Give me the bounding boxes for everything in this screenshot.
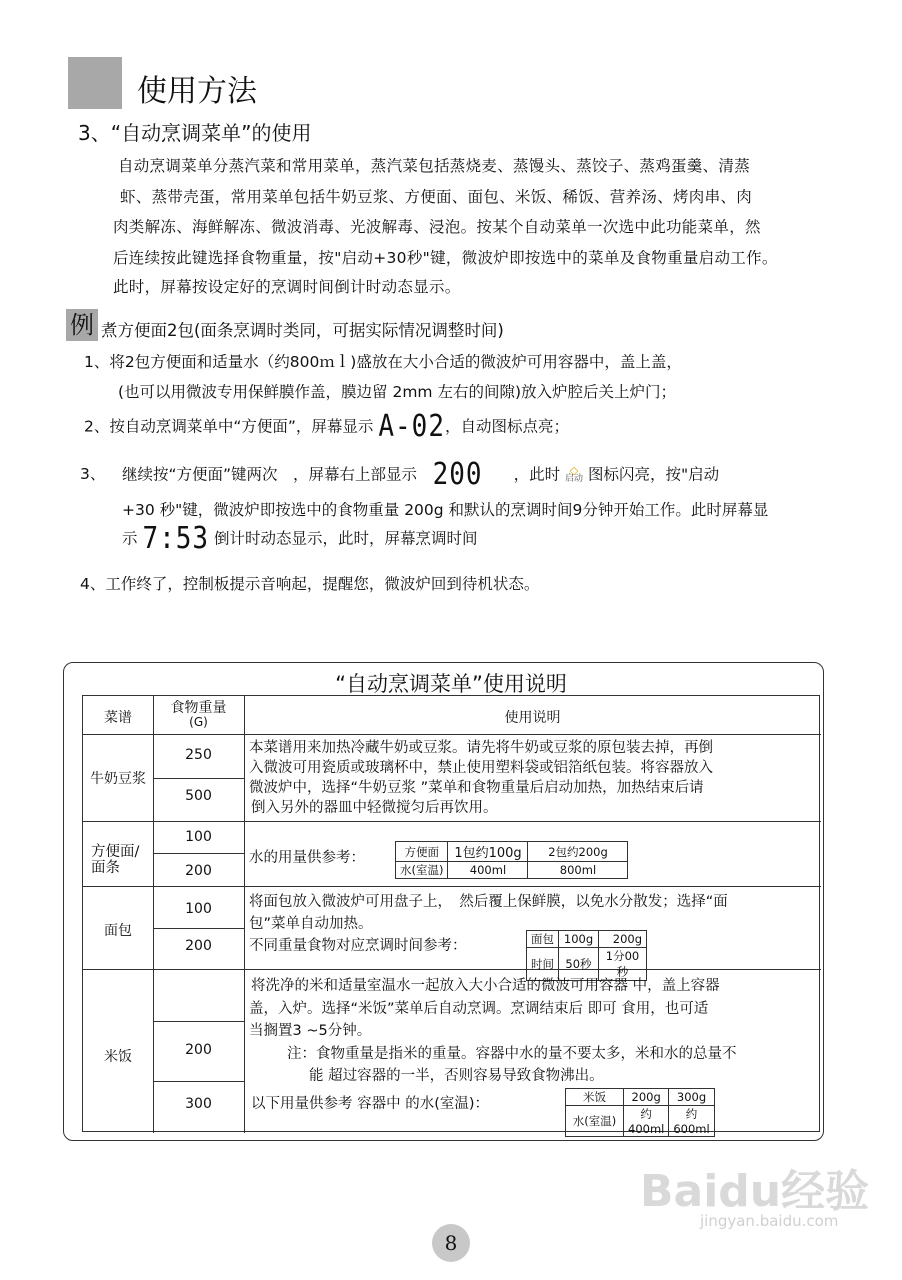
- example-badge: 例: [66, 309, 98, 341]
- step-3-number: 3、: [80, 465, 106, 483]
- usage-line: 盖，入炉。选择“米饭”菜单后自动烹调。烹调结束后 即可 食用，也可适: [249, 1001, 709, 1017]
- lcd-display: 7:53: [142, 521, 210, 557]
- intro-line: 自动烹调菜单分蒸汽菜和常用菜单，蒸汽菜包括蒸烧麦、蒸馒头、蒸饺子、蒸鸡蛋羹、清蒸: [118, 157, 751, 175]
- weight: 250: [185, 747, 212, 763]
- recipe-milk: 牛奶豆浆: [90, 771, 146, 787]
- usage-line: 注：食物重量是指米的重量。容器中水的量不要太多，米和水的总量不: [287, 1046, 737, 1062]
- step-1-cont: (也可以用微波专用保鲜膜作盖，膜边留 2mm 左右的间隙)放入炉腔后关上炉门；: [118, 383, 677, 401]
- usage-line: 以下用量供参考 容器中 的水(室温)：: [251, 1096, 490, 1112]
- intro-line: 虾、蒸带壳蛋，常用菜单包括牛奶豆浆、方便面、面包、米饭、稀饭、营养汤、烤肉串、肉: [120, 188, 753, 206]
- title-marker: [68, 57, 122, 109]
- start-icon: ◇ 启动: [565, 464, 584, 484]
- intro-line: 此时，屏幕按设定好的烹调时间倒计时动态显示。: [113, 278, 461, 296]
- page-number: 8: [432, 1224, 470, 1262]
- menu-table: [82, 695, 820, 1136]
- header-recipe: 菜谱: [104, 710, 132, 726]
- header-weight: 食物重量: [170, 700, 227, 716]
- recipe-noodle: 方便面/: [91, 844, 140, 860]
- recipe-noodle: 面条: [91, 860, 120, 876]
- watermark-logo: Baidu经验: [640, 1166, 870, 1217]
- rice-water-table: 米饭 200g 300g 水(室温) 约400ml 约600ml: [565, 1088, 715, 1137]
- weight: 300: [185, 1096, 212, 1112]
- bread-time-table: 面包 100g 200g 时间 50秒 1分00秒: [526, 930, 647, 981]
- intro-line: 肉类解冻、海鲜解冻、微波消毒、光波解毒、浸泡。按某个自动菜单一次选中此功能菜单，然: [113, 218, 761, 236]
- usage-line: 不同重量食物对应烹调时间参考：: [249, 938, 467, 954]
- noodle-water-table: 方便面 1包约100g 2包约200g 水(室温) 400ml 800ml: [395, 841, 628, 879]
- weight: 200: [185, 938, 212, 954]
- usage-line: 将洗净的米和适量室温水一起放入大小合适的微波可用容器 中，盖上容器: [251, 978, 720, 994]
- usage-line: 当搁置3 ~5分钟。: [249, 1023, 372, 1039]
- lcd-display: 200: [432, 457, 483, 493]
- weight: 200: [185, 1042, 212, 1058]
- usage-line: 包”菜单自动加热。: [249, 916, 373, 932]
- header-usage: 使用说明: [504, 710, 561, 726]
- usage-line: 入微波可用瓷质或玻璃杯中，禁止使用塑料袋或铝箔纸包装。将容器放入: [249, 760, 713, 776]
- weight: 200: [185, 863, 212, 879]
- weight: 100: [185, 829, 212, 845]
- step-2: 2、按自动烹调菜单中“方便面”，屏幕显示 A-02，自动图标点亮；: [84, 409, 570, 445]
- table-title: “自动烹调菜单”使用说明: [335, 672, 567, 696]
- usage-line: 将面包放入微波炉可用盘子上， 然后覆上保鲜膜，以免水分散发；选择“面: [249, 894, 728, 910]
- weight: 500: [185, 788, 212, 804]
- usage-line: 能 超过容器的一半，否则容易导致食物沸出。: [309, 1068, 604, 1084]
- usage-line: 本菜谱用来加热冷藏牛奶或豆浆。请先将牛奶或豆浆的原包装去掉，再倒: [249, 740, 713, 756]
- usage-line: 倒入另外的器皿中轻微搅匀后再饮用。: [251, 800, 498, 816]
- recipe-bread: 面包: [104, 923, 132, 939]
- page-title: 使用方法: [137, 74, 257, 109]
- step-3: 继续按“方便面”键两次 ，屏幕右上部显示 200 ，此时 ◇ 启动 图标闪亮，按"启动: [122, 457, 720, 493]
- intro-line: 后连续按此键选择食物重量，按"启动+30秒"键，微波炉即按选中的菜单及食物重量启动工作。: [113, 249, 778, 267]
- lcd-display: A-02: [378, 409, 445, 445]
- recipe-rice: 米饭: [104, 1049, 132, 1065]
- step-3-cont: +30 秒"键，微波炉即按选中的食物重量 200g 和默认的烹调时间9分钟开始工作。此时屏幕显: [122, 501, 769, 519]
- usage-line: 微波炉中，选择“牛奶豆浆 ”菜单和食物重量后启动加热，加热结束后请: [249, 780, 704, 796]
- weight: 100: [185, 901, 212, 917]
- watermark-url: jingyan.baidu.com: [700, 1212, 839, 1230]
- usage-line: 水的用量供参考：: [249, 850, 365, 866]
- step-3-cont: 示 7:53 倒计时动态显示，此时，屏幕烹调时间: [122, 521, 478, 557]
- header-weight-unit: (G): [189, 715, 208, 729]
- section-heading: 3、“自动烹调菜单”的使用: [78, 121, 312, 145]
- example-heading: 煮方便面2包(面条烹调时类同，可据实际情况调整时间): [101, 321, 504, 340]
- step-1: 1、将2包方便面和适量水（约800ｍｌ)盛放在大小合适的微波炉可用容器中，盖上盖，: [84, 353, 682, 371]
- step-4: 4、工作终了，控制板提示音响起，提醒您，微波炉回到待机状态。: [80, 575, 540, 593]
